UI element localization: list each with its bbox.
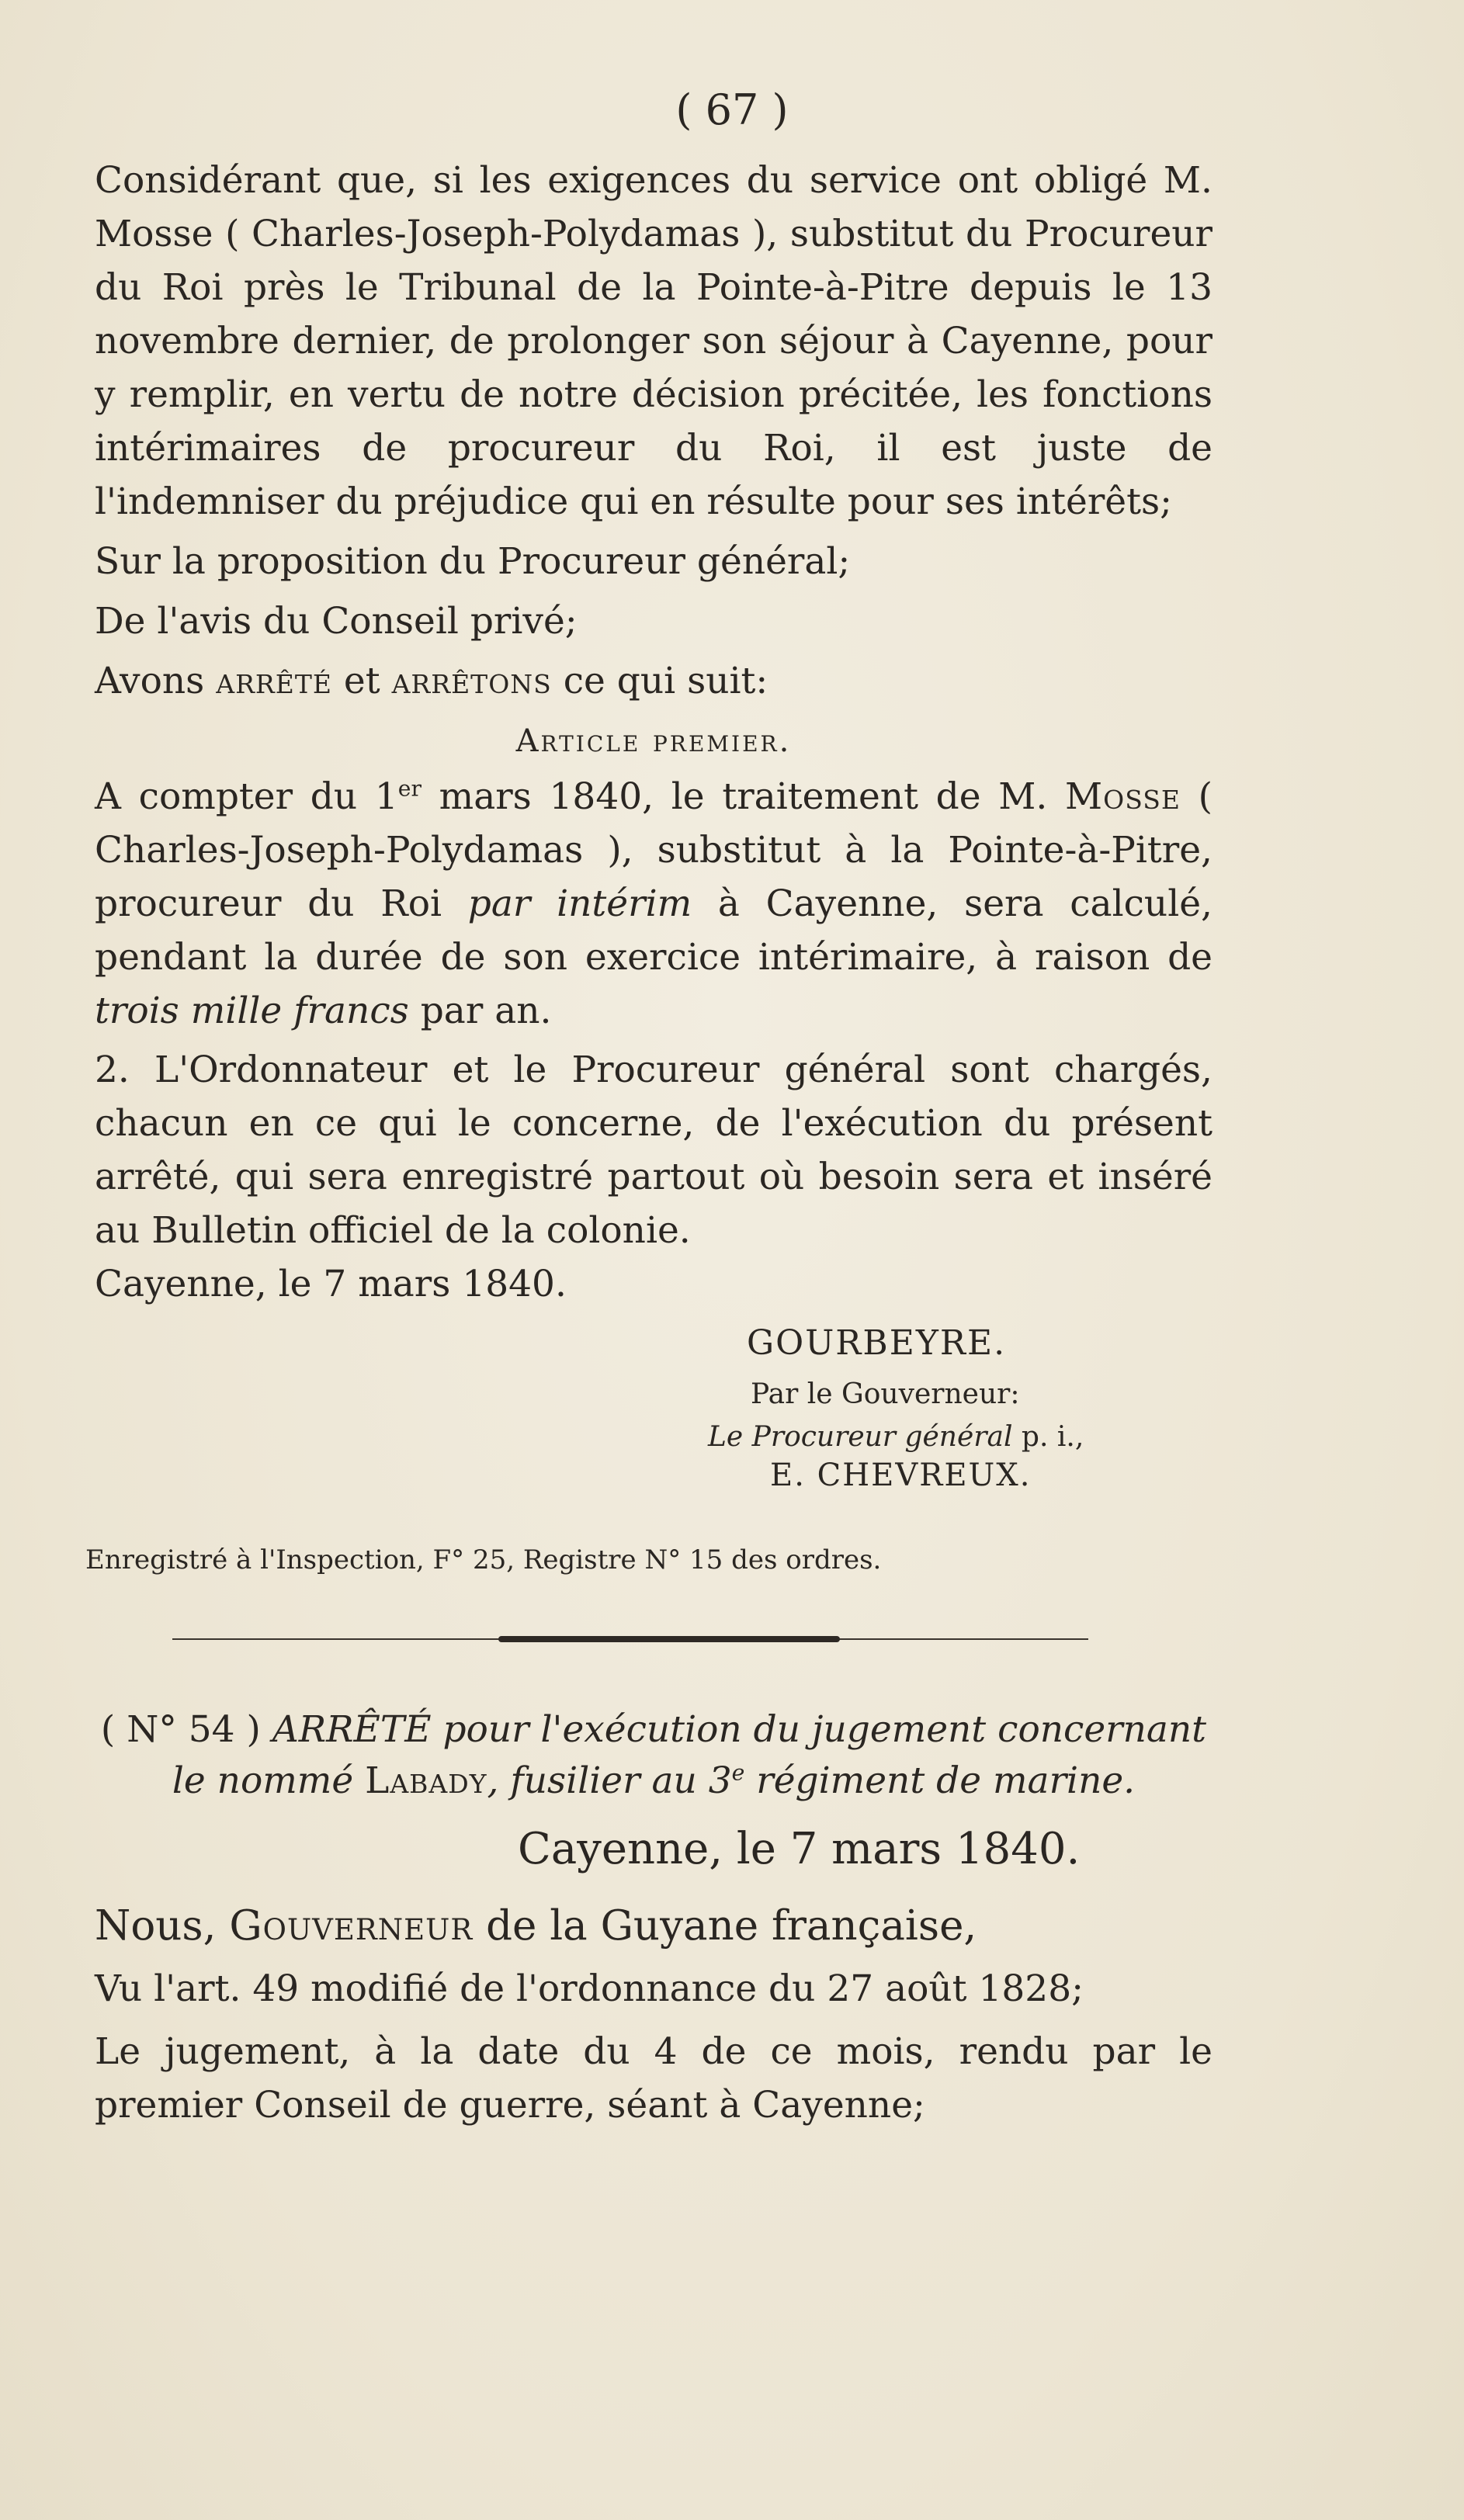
article-text-d: à Cayenne, sera calculé, pendant la durée de son exercice intérimaire, à raison de bbox=[95, 882, 1212, 979]
proposition-line: Sur la proposition du Procureur général; bbox=[95, 540, 851, 583]
preamble-block bbox=[95, 154, 1212, 708]
governor-signature: GOURBEYRE. bbox=[747, 1323, 1007, 1363]
title-part-c: , fusilier au 3 bbox=[487, 1759, 732, 1802]
section-54-heading-block bbox=[95, 1704, 1212, 1807]
title-part-a: pour l'exécution du jugement concernant bbox=[431, 1708, 1207, 1751]
nous-word: Nous, bbox=[95, 1902, 217, 1950]
procureur-pi: p. i., bbox=[1012, 1421, 1084, 1453]
divider-thick-center bbox=[498, 1636, 840, 1642]
arretons-word: arrêtons bbox=[391, 660, 552, 702]
nous-line bbox=[95, 1902, 1212, 1950]
amount-text: trois mille francs bbox=[95, 990, 409, 1032]
article-premier-text bbox=[95, 770, 1212, 1038]
procureur-line bbox=[708, 1421, 1212, 1453]
par-interim: par intérim bbox=[467, 882, 692, 925]
registration-block bbox=[85, 1544, 1203, 1575]
article-text-e: par an. bbox=[408, 990, 552, 1032]
avons-word: Avons bbox=[95, 660, 205, 702]
page-number: ( 67 ) bbox=[675, 85, 789, 134]
article-sup: er bbox=[397, 775, 422, 802]
title-part-d: régiment de marine. bbox=[744, 1759, 1136, 1802]
title-sup: e bbox=[731, 1759, 745, 1786]
mosse-name: Mosse bbox=[1065, 775, 1181, 818]
avis-line: De l'avis du Conseil privé; bbox=[95, 600, 578, 643]
gouverneur-word: Gouverneur bbox=[229, 1902, 474, 1950]
article-2-block bbox=[95, 1043, 1212, 1257]
labady-name: Labady bbox=[365, 1759, 487, 1802]
section-54-title-line-1 bbox=[95, 1704, 1212, 1756]
section-54-title-line-2 bbox=[95, 1756, 1212, 1807]
closing-block bbox=[95, 1257, 1212, 1493]
vu-line: Vu l'art. 49 modifié de l'ordonnance du 27 août 1828; bbox=[95, 1967, 1084, 2010]
jugement-paragraph: Le jugement, à la date du 4 de ce mois, rendu par le premier Conseil de guerre, séant à Cayenne; bbox=[95, 2030, 1212, 2127]
avons-line bbox=[95, 654, 1212, 708]
section-54-date: Cayenne, le 7 mars 1840. bbox=[518, 1824, 1081, 1874]
article-text-a: A compter du 1 bbox=[95, 775, 398, 818]
arrete-title-word: ARRÊTÉ bbox=[272, 1708, 432, 1751]
title-part-b: le nommé bbox=[172, 1759, 366, 1802]
chevreux-signature: E. CHEVREUX. bbox=[770, 1458, 1032, 1493]
article-text-c: ( Charles-Joseph-Polydamas ), substitut à la Pointe-à-Pitre, procureur du Roi bbox=[95, 775, 1212, 925]
arrete-word: arrêté bbox=[216, 660, 332, 702]
section-divider bbox=[172, 1635, 1088, 1643]
et-word: et bbox=[343, 660, 380, 702]
considerant-paragraph: Considérant que, si les exigences du service ont obligé M. Mosse ( Charles-Joseph-Polydamas ), substitut du Procureur du Roi près le Tribunal de la Pointe-à-Pitre depuis le 13 novembre dernier, de prolonger son séjour à Cayenne, pour y remplir, en vertu de notre décision précitée, les fonctions intérimaires de procureur du Roi, il est juste de l'indemniser du préjudice qui en résulte pour ses intérêts; bbox=[95, 159, 1212, 523]
nous-suffix: de la Guyane française, bbox=[486, 1902, 977, 1950]
article-premier-heading: Article premier. bbox=[515, 723, 792, 759]
article-premier-block bbox=[95, 723, 1212, 1038]
article-2-text: 2. L'Ordonnateur et le Procureur général sont chargés, chacun en ce qui le concerne, de l'exécution du présent arrêté, qui sera enregistré partout où besoin sera et inséré au Bulletin officiel de la colonie. bbox=[95, 1049, 1212, 1252]
section-number: ( N° 54 ) bbox=[100, 1708, 261, 1751]
avons-suffix: ce qui suit: bbox=[563, 660, 768, 702]
article-text-b: mars 1840, le traitement de M. bbox=[421, 775, 1066, 818]
procureur-general: Le Procureur général bbox=[708, 1421, 1013, 1453]
par-le-gouverneur: Par le Gouverneur: bbox=[751, 1378, 1020, 1410]
closing-date: Cayenne, le 7 mars 1840. bbox=[95, 1263, 567, 1305]
section-54-body bbox=[95, 1824, 1212, 2132]
registration-line: Enregistré à l'Inspection, F° 25, Registre N° 15 des ordres. bbox=[85, 1544, 882, 1575]
